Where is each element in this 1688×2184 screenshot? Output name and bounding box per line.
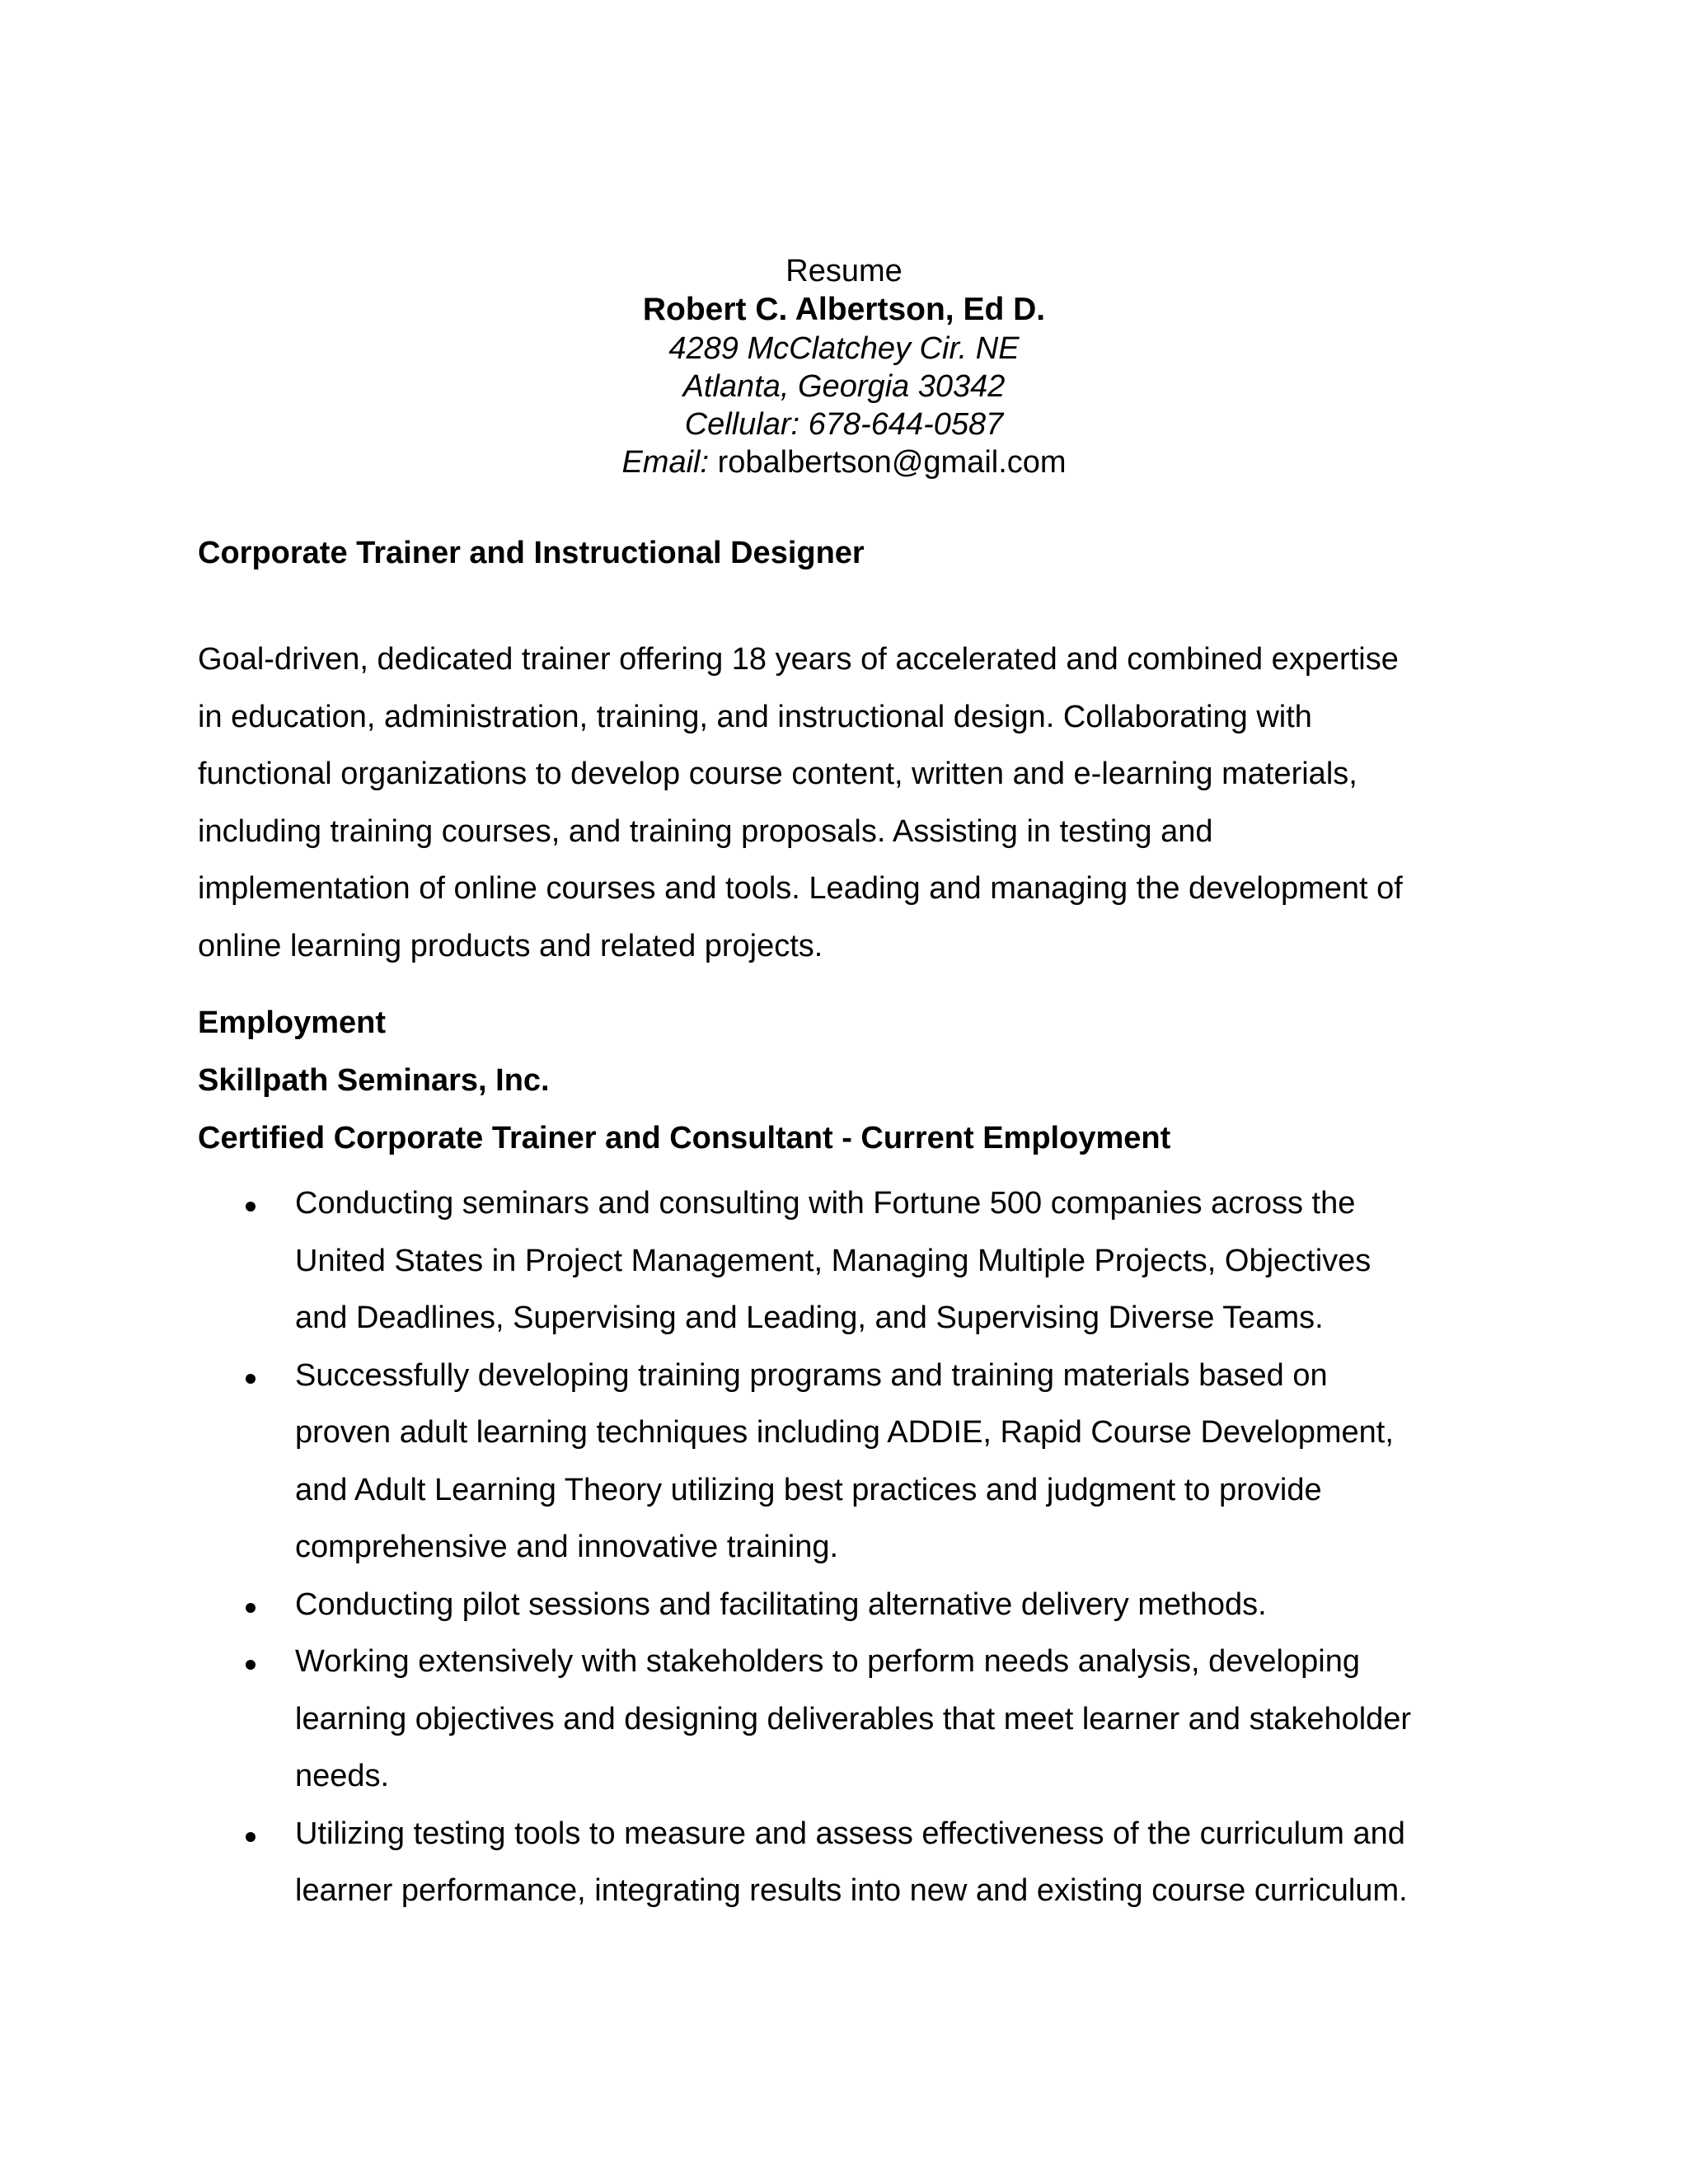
bullet-line: learning objectives and designing deliverables that meet learner and stakeholder <box>295 1701 1412 1736</box>
list-item <box>0 1577 1688 1634</box>
address-line-1: 4289 McClatchey Cir. NE <box>668 331 1020 366</box>
email-address: robalbertson@gmail.com <box>709 445 1067 480</box>
bullet-line: proven adult learning techniques including ADDIE, Rapid Course Development, <box>295 1415 1394 1450</box>
address-line-2: Atlanta, Georgia 30342 <box>682 369 1006 404</box>
resume-header <box>0 252 1688 481</box>
bullet-icon <box>246 1603 256 1613</box>
bullet-line: comprehensive and innovative training. <box>295 1530 839 1564</box>
email-line <box>0 443 1688 481</box>
responsibilities-list <box>0 1175 1688 1920</box>
bullet-text <box>295 1806 1498 1920</box>
bullet-icon <box>246 1832 256 1842</box>
cellular-number: Cellular: 678-644-0587 <box>684 407 1004 442</box>
list-item <box>0 1633 1688 1806</box>
employment-heading: Employment <box>198 1005 387 1040</box>
email-label: Email: <box>621 445 710 480</box>
company-name: Skillpath Seminars, Inc. <box>198 1063 550 1098</box>
bullet-line: and Deadlines, Supervising and Leading, and Supervising Diverse Teams. <box>295 1301 1324 1335</box>
summary-paragraph <box>198 631 1500 975</box>
summary-line: in education, administration, training, and instructional design. Collaborating with <box>198 699 1312 734</box>
bullet-icon <box>246 1202 256 1212</box>
bullet-line: and Adult Learning Theory utilizing best practices and judgment to provide <box>295 1472 1322 1507</box>
bullet-line: Working extensively with stakeholders to perform needs analysis, developing <box>295 1644 1360 1679</box>
resume-title: Resume <box>785 254 903 288</box>
bullet-line: Conducting seminars and consulting with Fortune 500 companies across the <box>295 1186 1356 1221</box>
summary-line: functional organizations to develop course content, written and e-learning materials, <box>198 757 1357 791</box>
bullet-icon <box>246 1374 256 1384</box>
summary-line: implementation of online courses and tools. Leading and managing the development of <box>198 871 1403 906</box>
summary-line: Goal-driven, dedicated trainer offering 18 years of accelerated and combined expertise <box>198 642 1399 677</box>
bullet-icon <box>246 1660 256 1670</box>
bullet-line: Conducting pilot sessions and facilitating alternative delivery methods. <box>295 1586 1267 1622</box>
bullet-line: Utilizing testing tools to measure and assess effectiveness of the curriculum and <box>295 1816 1405 1851</box>
bullet-text <box>295 1577 1498 1634</box>
list-item <box>0 1347 1688 1577</box>
bullet-line: Successfully developing training programs and training materials based on <box>295 1357 1328 1393</box>
summary-line: including training courses, and training proposals. Assisting in testing and <box>198 813 1213 849</box>
list-item <box>0 1175 1688 1347</box>
job-title: Certified Corporate Trainer and Consultant - Current Employment <box>198 1121 1171 1155</box>
bullet-line: learner performance, integrating results into new and existing course curriculum. <box>295 1873 1408 1908</box>
candidate-name: Robert C. Albertson, Ed D. <box>642 292 1046 327</box>
headline-title: Corporate Trainer and Instructional Designer <box>198 536 865 570</box>
bullet-line: United States in Project Management, Managing Multiple Projects, Objectives <box>295 1243 1372 1278</box>
list-item <box>0 1806 1688 1920</box>
summary-line: online learning products and related projects. <box>198 928 823 963</box>
bullet-line: needs. <box>295 1759 390 1793</box>
bullet-text <box>295 1633 1498 1806</box>
bullet-text <box>295 1347 1498 1577</box>
bullet-text <box>295 1175 1498 1347</box>
